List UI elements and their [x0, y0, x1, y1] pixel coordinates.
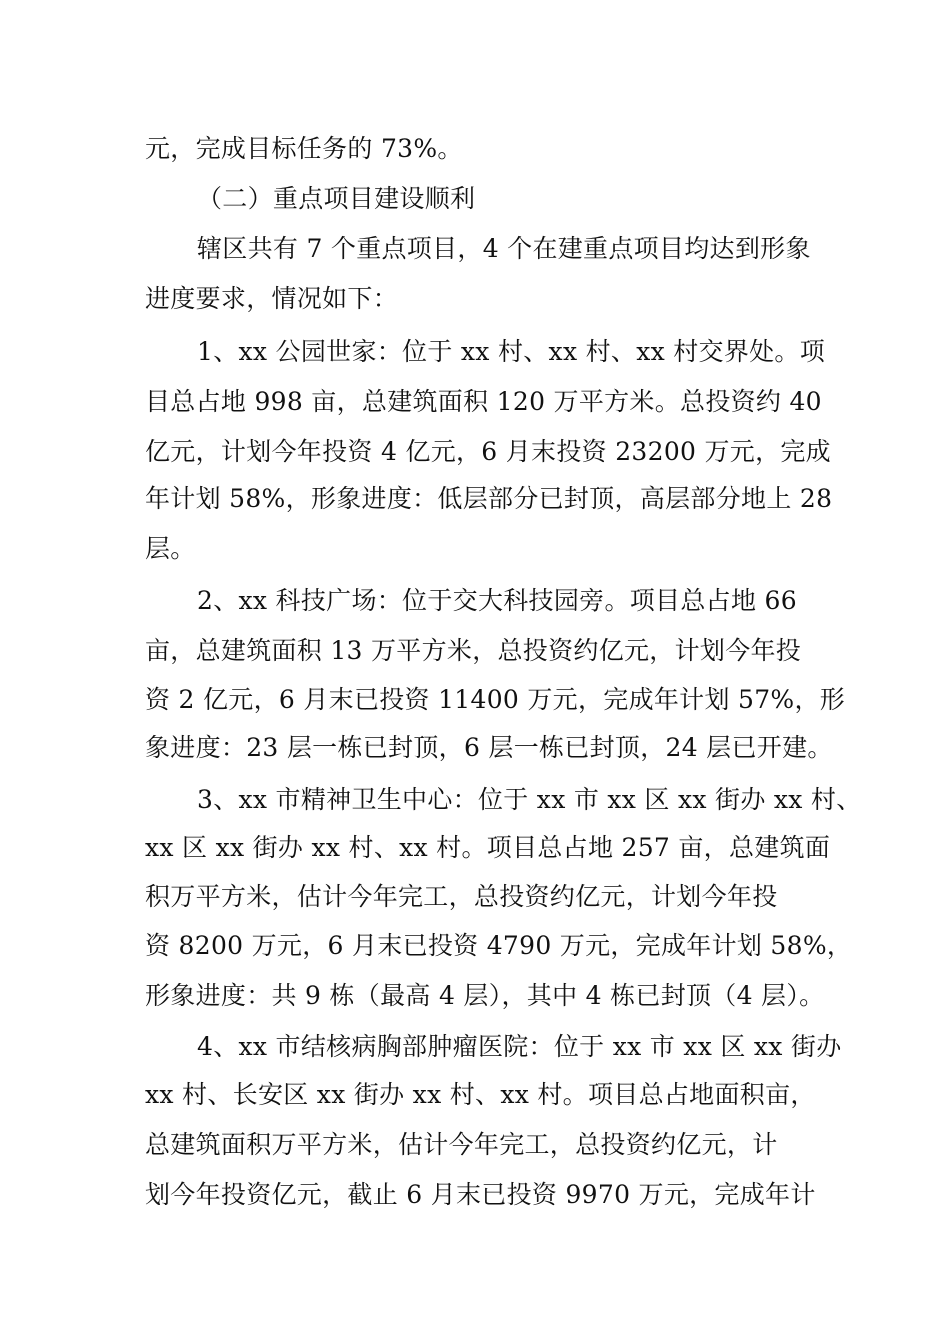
text-line: 资 2 亿元，6 月末已投资 11400 万元，完成年计划 57%，形 — [145, 685, 846, 714]
text-line: xx 区 xx 街办 xx 村、xx 村。项目总占地 257 亩，总建筑面 — [145, 833, 831, 862]
text-line: 层。 — [145, 534, 196, 563]
section-heading: （二）重点项目建设顺利 — [197, 184, 476, 213]
text-line: 积万平方米，估计今年完工，总投资约亿元，计划今年投 — [145, 882, 778, 911]
text-line: 划今年投资亿元，截止 6 月末已投资 9970 万元，完成年计 — [145, 1180, 816, 1209]
text-line: 资 8200 万元，6 月末已投资 4790 万元，完成年计划 58%， — [145, 931, 853, 960]
text-line: 象进度：23 层一栋已封顶，6 层一栋已封顶，24 层已开建。 — [145, 733, 833, 762]
text-line: 形象进度：共 9 栋（最高 4 层），其中 4 栋已封顶（4 层）。 — [145, 981, 825, 1010]
text-line: xx 村、长安区 xx 街办 xx 村、xx 村。项目总占地面积亩， — [145, 1080, 816, 1109]
text-line: 进度要求，情况如下： — [145, 284, 399, 313]
text-line: 目总占地 998 亩，总建筑面积 120 万平方米。总投资约 40 — [145, 387, 822, 416]
text-line: 元，完成目标任务的 73%。 — [145, 134, 463, 163]
text-line: 亿元，计划今年投资 4 亿元，6 月末投资 23200 万元，完成 — [145, 437, 831, 466]
text-line: 3、xx 市精神卫生中心：位于 xx 市 xx 区 xx 街办 xx 村、 — [197, 785, 862, 814]
text-line: 总建筑面积万平方米，估计今年完工，总投资约亿元，计 — [145, 1130, 778, 1159]
text-line: 亩，总建筑面积 13 万平方米，总投资约亿元，计划今年投 — [145, 636, 802, 665]
text-line: 4、xx 市结核病胸部肿瘤医院：位于 xx 市 xx 区 xx 街办 — [197, 1032, 842, 1061]
text-line: 辖区共有 7 个重点项目，4 个在建重点项目均达到形象 — [197, 234, 811, 263]
text-line: 1、xx 公园世家：位于 xx 村、xx 村、xx 村交界处。项 — [197, 337, 826, 366]
text-line: 2、xx 科技广场：位于交大科技园旁。项目总占地 66 — [197, 586, 797, 615]
text-line: 年计划 58%，形象进度：低层部分已封顶，高层部分地上 28 — [145, 484, 833, 513]
